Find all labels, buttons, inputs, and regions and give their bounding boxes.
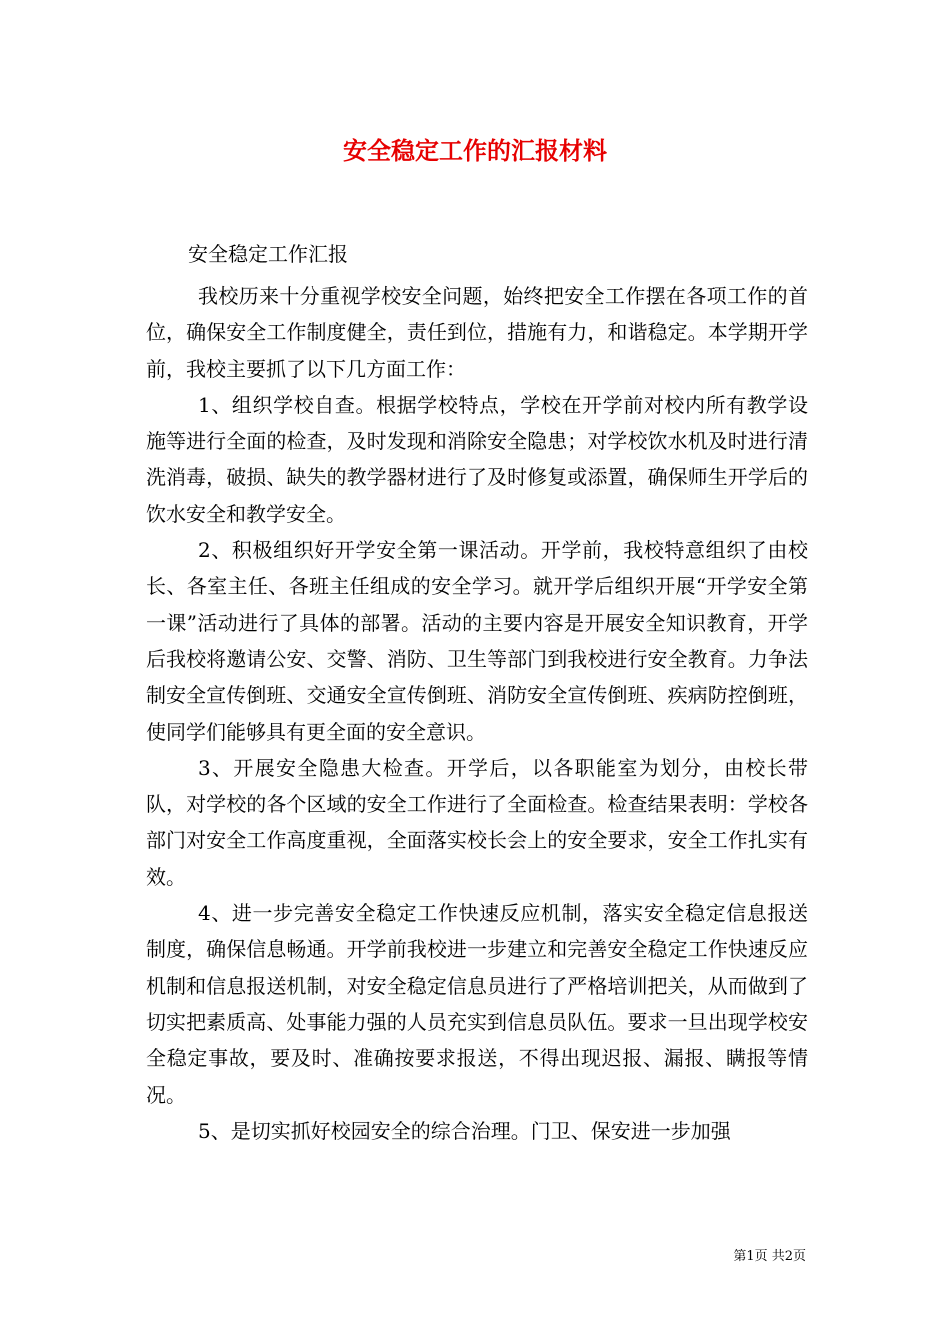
paragraph-item-1: 1、组织学校自查。根据学校特点，学校在开学前对校内所有教学设施等进行全面的检查，及时发现和消除安全隐患；对学校饮水机及时进行清洗消毒，破损、缺失的教学器材进行了及时修复或添置，确保师生开学后的饮水安全和教学安全。 [146, 392, 808, 526]
document-body [146, 240, 808, 1149]
page-number-footer: 第1页 共2页 [733, 1249, 806, 1264]
paragraph-item-3: 3、开展安全隐患大检查。开学后，以各职能室为划分，由校长带队，对学校的各个区域的安全工作进行了全面检查。检查结果表明：学校各部门对安全工作高度重视，全面落实校长会上的安全要求，安全工作扎实有效。 [146, 755, 808, 889]
paragraph-intro: 我校历来十分重视学校安全问题，始终把安全工作摆在各项工作的首位，确保安全工作制度健全，责任到位，措施有力，和谐稳定。本学期开学前，我校主要抓了以下几方面工作： [146, 284, 808, 381]
paragraph-item-4: 4、进一步完善安全稳定工作快速反应机制，落实安全稳定信息报送制度，确保信息畅通。开学前我校进一步建立和完善安全稳定工作快速反应机制和信息报送机制，对安全稳定信息员进行了严格培训把关，从而做到了切实把素质高、处事能力强的人员充实到信息员队伍。要求一旦出现学校安全稳定事故，要及时、准确按要求报送，不得出现迟报、漏报、瞒报等情况。 [146, 901, 808, 1107]
document-subheading: 安全稳定工作汇报 [188, 242, 348, 266]
document-title: 安全稳定工作的汇报材料 [343, 136, 607, 165]
paragraph-item-5: 5、是切实抓好校园安全的综合治理。门卫、保安进一步加强 [198, 1118, 731, 1143]
paragraph-item-2: 2、积极组织好开学安全第一课活动。开学前，我校特意组织了由校长、各室主任、各班主任组成的安全学习。就开学后组织开展“开学安全第一课”活动进行了具体的部署。活动的主要内容是开展安全知识教育，开学后我校将邀请公安、交警、消防、卫生等部门到我校进行安全教育。力争法制安全宣传倒班、交通安全宣传倒班、消防安全宣传倒班、疾病防控倒班，使同学们能够具有更全面的安全意识。 [146, 538, 808, 744]
